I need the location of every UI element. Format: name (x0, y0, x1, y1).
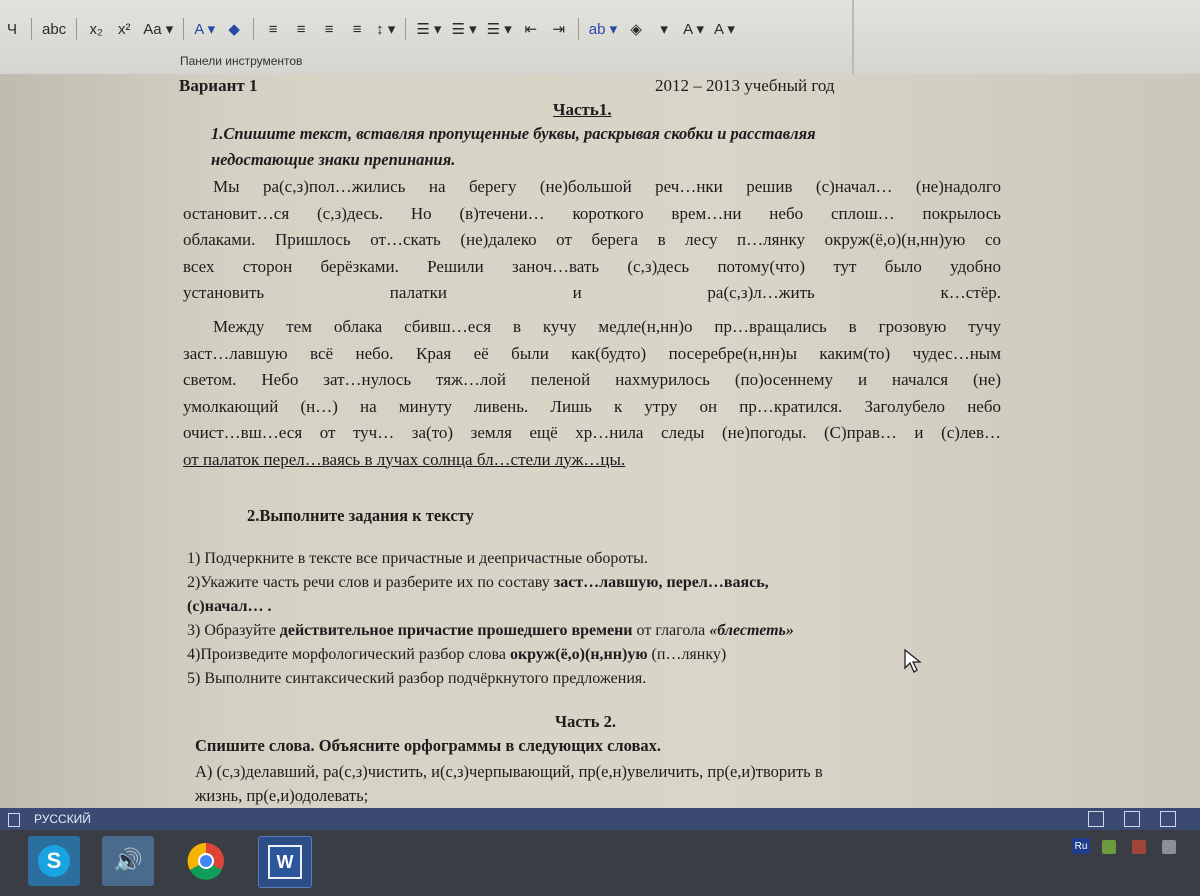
document-page[interactable] (175, 74, 1015, 808)
proofing-icon[interactable] (8, 813, 20, 827)
text-line: всех сторон берёзками. Решили заноч…вать (с,з)десь потому(что) тут было удобно (183, 256, 1001, 276)
part2-line: жизнь, пр(е,и)одолевать; (195, 786, 369, 805)
text-paragraph-2 (183, 314, 1001, 473)
taskbar-sound[interactable] (102, 836, 154, 886)
underlined-sentence: от палаток перел…ваясь в лучах солнца бл…стели луж…цы. (183, 449, 626, 469)
ribbon-separator (405, 18, 406, 40)
chrome-icon (186, 841, 226, 881)
skype-icon: S (38, 845, 70, 877)
part1-title: Часть1. (553, 100, 612, 119)
task2-item (187, 550, 648, 568)
task2-item-words: (с)начал… . (187, 598, 272, 615)
task2-item-text: 2)Укажите часть речи слов и разберите их по составу (187, 574, 554, 591)
ribbon-separator (31, 18, 32, 40)
part2-title: Часть 2. (555, 712, 617, 731)
mouse-cursor-icon (903, 648, 923, 674)
subscript-button[interactable]: x₂ (89, 20, 103, 38)
task2-item-text: 5) Выполните синтаксический разбор подчёркнутого предложения. (187, 670, 647, 687)
text-line: установить палатки и ра(с,з)л…жить к…стёр. (183, 283, 1001, 302)
tray-app-icon[interactable] (1102, 840, 1116, 854)
numbering-button[interactable]: ☰ ▾ (416, 21, 442, 38)
shading-dropdown[interactable]: ▾ (660, 21, 668, 38)
task2-item-word: окруж(ё,о)(н,нн)ую (509, 646, 648, 663)
taskbar-word[interactable] (258, 836, 312, 888)
windows-taskbar (0, 830, 1200, 896)
tray-volume-icon[interactable] (1162, 840, 1176, 854)
cursor-mark-icon: Ч (7, 20, 17, 38)
ribbon-group-label: Панели инструментов (180, 54, 303, 68)
task2-item-text: 3) Образуйте (187, 622, 280, 639)
superscript-button[interactable]: x² (117, 20, 131, 38)
align-left-button[interactable]: ≡ (268, 20, 278, 38)
strikethrough-button[interactable]: abc (42, 20, 67, 38)
task1-title-line: недостающие знаки препинания. (211, 150, 456, 169)
text-line: облаками. Пришлось от…скать (не)далеко от берега в лесу п…лянку окруж(ё,о)(н,нн)ую со (183, 230, 1001, 249)
increase-indent-button[interactable]: ⇥ (552, 21, 566, 38)
part2-task: Спишите слова. Объясните орфограммы в следующих словах. (195, 736, 662, 755)
task2-item-text: от глагола (632, 622, 710, 639)
decrease-indent-button[interactable]: ⇤ (524, 21, 538, 38)
bullets-button[interactable]: ☰ ▾ (451, 21, 477, 38)
align-center-button[interactable]: ≡ (296, 20, 306, 38)
shading-icon[interactable]: ◈ (630, 21, 642, 38)
taskbar-skype[interactable] (28, 836, 80, 886)
task2-item (187, 670, 646, 688)
ribbon-separator (253, 18, 254, 40)
font-color-button[interactable]: A ▾ (683, 21, 705, 38)
web-layout-icon[interactable] (1160, 811, 1176, 827)
task2-item-text: 1) Подчеркните в тексте все причастные и деепричастные обороты. (187, 550, 648, 567)
task2-title: 2.Выполните задания к тексту (247, 506, 474, 525)
text-outline-button[interactable]: A ▾ (714, 21, 735, 38)
text-paragraph-1 (183, 174, 1001, 307)
task2-item-text: 4)Произведите морфологический разбор слова (187, 646, 510, 663)
text-line: заст…лавшую всё небо. Края её были как(будто) посеребре(н,нн)ы каким(то) чудес…ным (183, 343, 1001, 363)
text-line: светом. Небо зат…нулось тяж…лой пеленой нахмурилось (по)осеннему и начался (не) (183, 370, 1001, 389)
task2-item-words: заст…лавшую, перел…ваясь, (553, 574, 769, 591)
tray-network-icon[interactable] (1132, 840, 1146, 854)
word-status-bar (0, 808, 1200, 830)
align-right-button[interactable]: ≡ (324, 20, 334, 38)
justify-button[interactable]: ≡ (352, 20, 362, 38)
task2-item (187, 622, 794, 640)
task1-title-line: 1.Спишите текст, вставляя пропущенные буквы, раскрывая скобки и расставляя (211, 124, 816, 143)
school-year: 2012 – 2013 учебный год (655, 76, 835, 95)
task2-item-text: (п…лянку) (647, 646, 727, 663)
language-indicator[interactable]: РУССКИЙ (34, 812, 91, 826)
task2-item-term: действительное причастие прошедшего времени (279, 622, 633, 639)
text-line: Между тем облака сбивш…еся в кучу медле(н,нн)о пр…вращались в грозовую тучу (213, 317, 1001, 336)
text-line: Мы ра(с,з)пол…жились на берегу (не)большой реч…нки решив (с)начал… (не)надолго (213, 177, 1001, 196)
ribbon-divider (852, 0, 854, 74)
line-spacing-button[interactable]: ↕ ▾ (376, 21, 396, 38)
task2-item-verb: «блестеть» (709, 622, 794, 639)
word-ribbon (0, 0, 1200, 75)
variant-label: Вариант 1 (179, 76, 258, 95)
text-effects-button[interactable]: A ▾ (194, 21, 216, 38)
text-line: остановит…ся (с,з)десь. Но (в)течени… короткого врем…ни небо сплош… покрылось (183, 203, 1001, 223)
part2-line: А) (с,з)делавший, ра(с,з)чистить, и(с,з)черпывающий, пр(е,н)увеличить, пр(е,и)творить в (195, 762, 823, 781)
clear-formatting-icon[interactable]: ◆ (228, 21, 240, 38)
read-mode-icon[interactable] (1088, 811, 1104, 827)
taskbar-chrome[interactable] (180, 836, 232, 886)
speaker-icon: 🔊 (113, 847, 143, 875)
task2-item (187, 574, 769, 592)
print-layout-icon[interactable] (1124, 811, 1140, 827)
highlight-button[interactable]: ab ▾ (588, 21, 618, 38)
word-icon: W (268, 845, 302, 879)
ribbon-toolbar (0, 12, 738, 46)
change-case-button[interactable]: Aa ▾ (143, 21, 174, 38)
ribbon-separator (578, 18, 579, 40)
tray-language-icon[interactable]: Ru (1072, 838, 1090, 854)
multilevel-list-button[interactable]: ☰ ▾ (486, 21, 512, 38)
task2-item (187, 646, 726, 664)
task2-item-continuation (187, 598, 271, 616)
text-line: умолкающий (н…) на минуту ливень. Лишь к утру он пр…кратился. Заголубело небо (183, 396, 1001, 416)
ribbon-separator (183, 18, 184, 40)
text-line: очист…вш…еся от туч… за(то) земля ещё хр…нила следы (не)погоды. (С)прав… и (с)лев… (183, 423, 1001, 442)
ribbon-separator (76, 18, 77, 40)
